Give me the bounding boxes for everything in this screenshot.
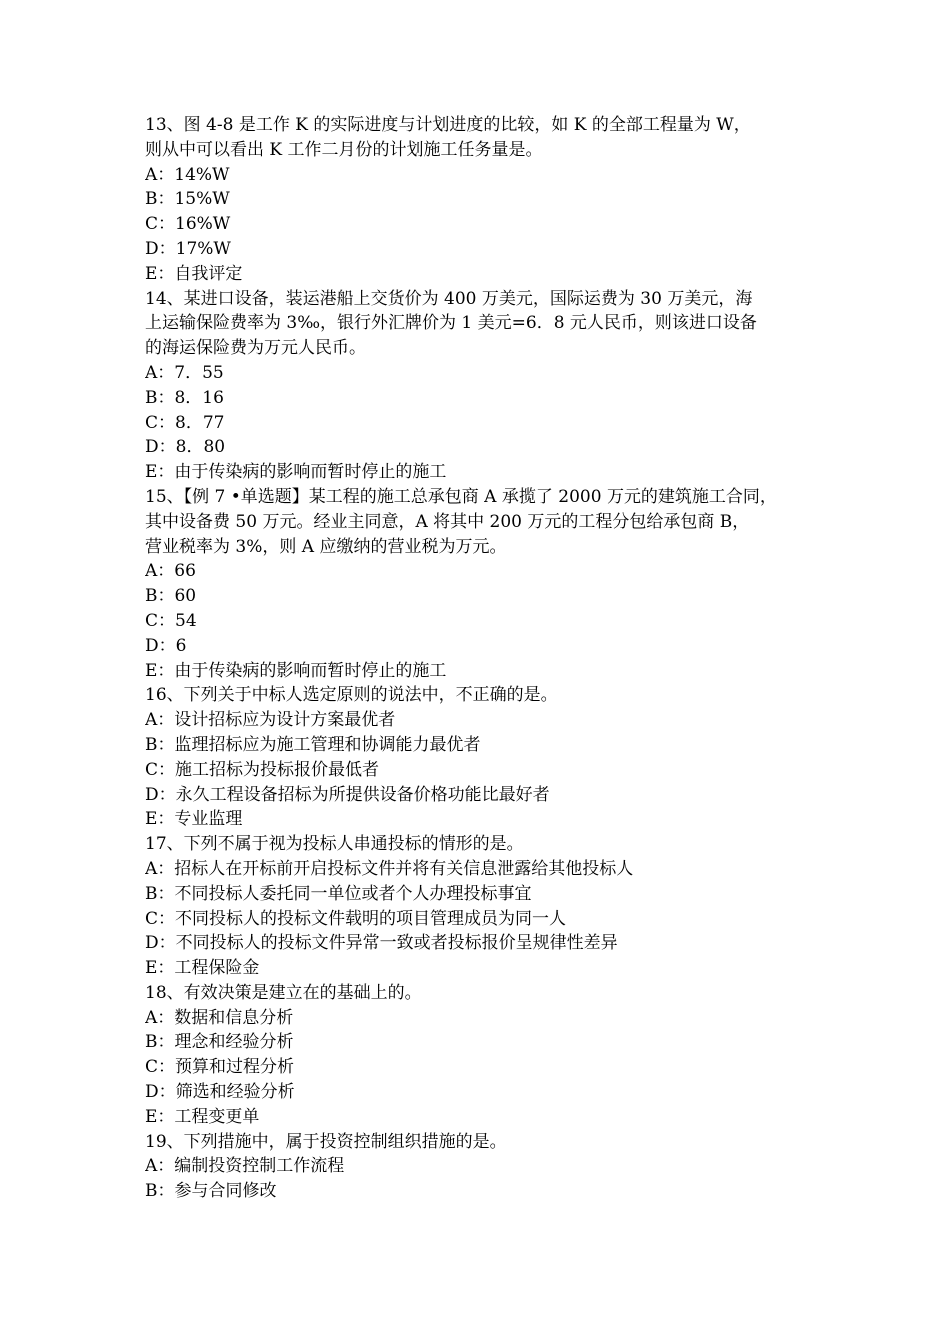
question-text: 则从中可以看出 K 工作二月份的计划施工任务量是。 — [145, 139, 543, 160]
answer-option: C：8．77 — [145, 412, 225, 433]
answer-option: A：编制投资控制工作流程 — [145, 1156, 345, 1177]
answer-option: C：不同投标人的投标文件载明的项目管理成员为同一人 — [145, 908, 567, 929]
answer-option: A：设计招标应为设计方案最优者 — [145, 710, 396, 731]
question-block — [145, 287, 813, 485]
answer-option: E：由于传染病的影响而暂时停止的施工 — [145, 462, 447, 483]
answer-option: A：14%W — [145, 164, 230, 185]
question-text: 19、下列措施中，属于投资控制组织措施的是。 — [145, 1131, 507, 1152]
question-block — [145, 113, 813, 287]
answer-option: E：工程变更单 — [145, 1106, 260, 1127]
answer-option: E：专业监理 — [145, 809, 243, 830]
question-text: 其中设备费 50 万元。经业主同意，A 将其中 200 万元的工程分包给承包商 B， — [145, 511, 750, 532]
question-text: 13、图 4-8 是工作 K 的实际进度与计划进度的比较，如 K 的全部工程量为 W， — [145, 115, 751, 135]
question-block — [145, 832, 813, 981]
answer-option: E：由于传染病的影响而暂时停止的施工 — [145, 660, 447, 681]
answer-option: D：不同投标人的投标文件异常一致或者投标报价呈规律性差异 — [145, 933, 618, 954]
answer-option: E：自我评定 — [145, 263, 243, 284]
answer-option: B：监理招标应为施工管理和协调能力最优者 — [145, 734, 481, 755]
answer-option: B：15%W — [145, 189, 230, 210]
answer-option: B：不同投标人委托同一单位或者个人办理投标事宜 — [145, 883, 532, 904]
question-text: 18、有效决策是建立在的基础上的。 — [145, 982, 422, 1003]
question-list — [145, 113, 813, 1204]
answer-option: D：17%W — [145, 238, 231, 259]
question-block — [145, 981, 813, 1130]
answer-option: C：施工招标为投标报价最低者 — [145, 759, 380, 780]
answer-option: A：招标人在开标前开启投标文件并将有关信息泄露给其他投标人 — [145, 858, 634, 879]
answer-option: D：筛选和经验分析 — [145, 1082, 295, 1103]
answer-option: C：54 — [145, 610, 197, 631]
answer-option: E：工程保险金 — [145, 958, 260, 979]
question-text: 上运输保险费率为 3‰，银行外汇牌价为 1 美元=6．8 元人民币，则该进口设备 — [145, 313, 757, 334]
question-text: 的海运保险费为万元人民币。 — [145, 338, 366, 359]
answer-option: A：数据和信息分析 — [145, 1007, 294, 1028]
answer-option: C：预算和过程分析 — [145, 1057, 295, 1078]
question-block — [145, 485, 813, 683]
answer-option: B：理念和经验分析 — [145, 1032, 294, 1053]
question-text: 15、【例 7 •单选题】某工程的施工总承包商 A 承揽了 2000 万元的建筑施工合同， — [145, 486, 777, 507]
question-text: 17、下列不属于视为投标人串通投标的情形的是。 — [145, 834, 524, 855]
answer-option: B：参与合同修改 — [145, 1181, 277, 1202]
question-text: 16、下列关于中标人选定原则的说法中，不正确的是。 — [145, 685, 558, 706]
answer-option: B：8．16 — [145, 387, 224, 408]
answer-option: D：永久工程设备招标为所提供设备价格功能比最好者 — [145, 784, 550, 805]
question-text: 营业税率为 3%，则 A 应缴纳的营业税为万元。 — [145, 536, 507, 557]
answer-option: A：66 — [145, 561, 196, 582]
question-block — [145, 683, 813, 832]
answer-option: C：16%W — [145, 214, 231, 235]
question-block — [145, 1130, 813, 1204]
question-text: 14、某进口设备，装运港船上交货价为 400 万美元，国际运费为 30 万美元，海 — [145, 288, 753, 309]
answer-option: D：6 — [145, 635, 187, 656]
answer-option: B：60 — [145, 586, 197, 607]
answer-option: D：8．80 — [145, 437, 226, 458]
answer-option: A：7．55 — [145, 362, 224, 383]
